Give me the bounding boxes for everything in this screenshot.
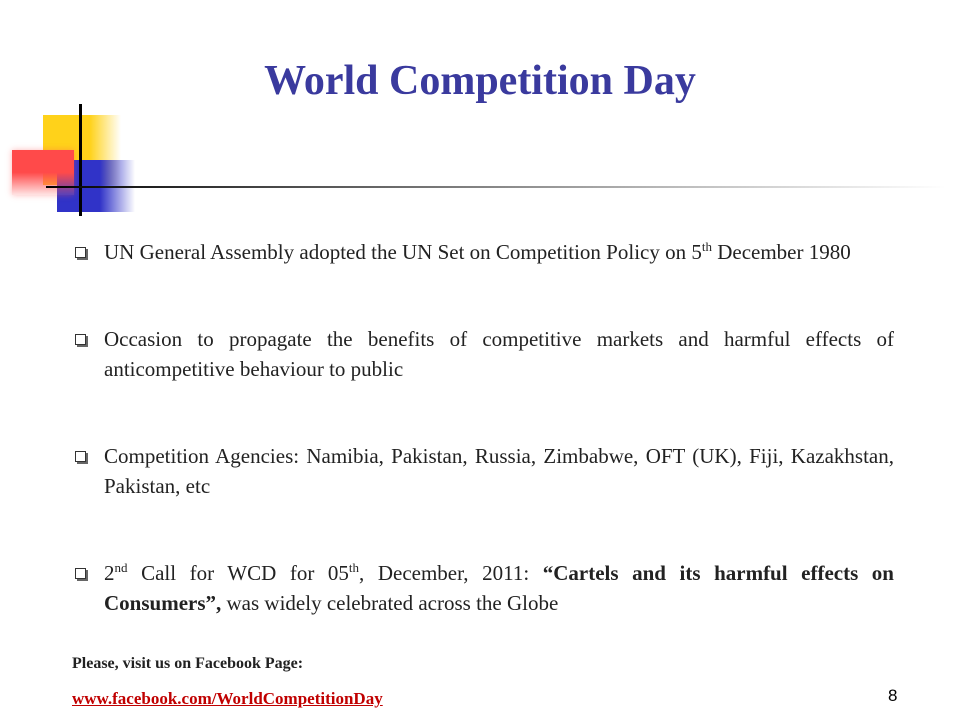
bullet-text: , December, 2011: xyxy=(359,561,543,585)
superscript: th xyxy=(701,239,712,254)
title-divider-line xyxy=(46,186,946,188)
slide-title: World Competition Day xyxy=(264,58,696,104)
bullet-text: Occasion to propagate the benefits of competitive markets and harmful effects of anticompetitive behaviour to public xyxy=(104,327,894,381)
bullet-text: Competition Agencies: Namibia, Pakistan, Russia, Zimbabwe, OFT (UK), Fiji, Kazakhstan, Pakistan, etc xyxy=(104,444,894,498)
list-item xyxy=(72,324,894,384)
bullet-text: 2 xyxy=(104,561,115,585)
decorative-vertical-line xyxy=(79,104,82,216)
facebook-page-link[interactable]: www.facebook.com/WorldCompetitionDay xyxy=(72,689,383,708)
superscript: th xyxy=(348,560,360,575)
square-bullet-icon xyxy=(75,451,86,462)
square-bullet-icon xyxy=(75,247,86,258)
bullet-text: UN General Assembly adopted the UN Set on Competition Policy on 5 xyxy=(104,240,702,264)
list-item xyxy=(72,441,894,501)
decorative-red-square xyxy=(12,150,74,195)
list-item xyxy=(72,237,894,267)
square-bullet-icon xyxy=(75,568,86,579)
superscript: nd xyxy=(114,560,128,575)
bullet-text: was widely celebrated across the Globe xyxy=(221,591,559,615)
list-item xyxy=(72,558,894,618)
page-number: 8 xyxy=(888,686,898,705)
bullet-list xyxy=(72,237,894,618)
facebook-visit-label: Please, visit us on Facebook Page: xyxy=(72,655,304,672)
bullet-text: Call for WCD for 05 xyxy=(127,561,349,585)
bullet-bold-text: “Cartels and its harmful effects on Consumers”, xyxy=(104,561,894,615)
bullet-text: December 1980 xyxy=(711,240,851,264)
square-bullet-icon xyxy=(75,334,86,345)
